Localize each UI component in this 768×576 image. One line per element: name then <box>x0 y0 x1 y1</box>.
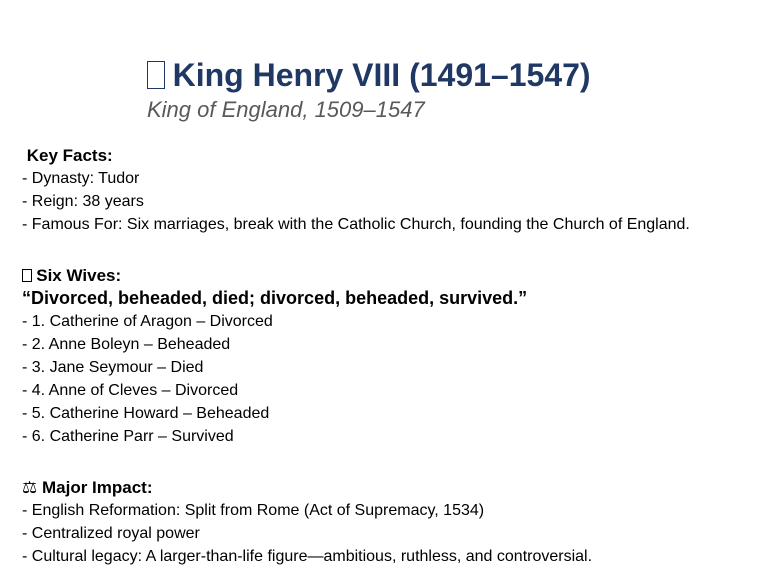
impact-heading-text: Major Impact: <box>41 478 153 497</box>
wife-item: - 1. Catherine of Aragon – Divorced <box>22 313 273 330</box>
six-wives-quote: “Divorced, beheaded, died; divorced, beheaded, survived.” <box>22 288 528 308</box>
wife-item: - 3. Jane Seymour – Died <box>22 359 204 376</box>
wife-item: - 4. Anne of Cleves – Divorced <box>22 382 239 399</box>
ring-icon <box>22 269 32 282</box>
wife-item: - 5. Catherine Howard – Beheaded <box>22 405 270 422</box>
impact-item: - English Reformation: Split from Rome (Act of Supremacy, 1534) <box>22 502 485 519</box>
impact-heading <box>22 476 762 499</box>
wife-item: - 2. Anne Boleyn – Beheaded <box>22 336 231 353</box>
key-facts-heading <box>22 144 762 167</box>
spacer <box>22 236 762 264</box>
key-fact-item: - Reign: 38 years <box>22 193 144 210</box>
spacer <box>22 448 762 476</box>
crown-icon <box>147 61 165 88</box>
wife-item: - 6. Catherine Parr – Survived <box>22 428 234 445</box>
scales-icon: ⚖ <box>22 478 38 498</box>
six-wives-heading-text: Six Wives: <box>36 266 122 285</box>
title-block <box>147 55 747 125</box>
impact-item: - Centralized royal power <box>22 525 200 542</box>
slide-subtitle: King of England, 1509–1547 <box>147 97 425 122</box>
key-fact-item: - Famous For: Six marriages, break with the Catholic Church, founding the Church of England. <box>22 216 690 233</box>
six-wives-heading <box>22 264 762 287</box>
key-fact-item: - Dynasty: Tudor <box>22 170 140 187</box>
slide-body <box>22 144 762 568</box>
key-facts-heading-text: Key Facts: <box>26 146 113 165</box>
impact-item: - Cultural legacy: A larger-than-life figure—ambitious, ruthless, and controversial. <box>22 548 593 565</box>
slide-title <box>147 55 747 95</box>
slide-title-text: King Henry VIII (1491–1547) <box>172 57 591 93</box>
